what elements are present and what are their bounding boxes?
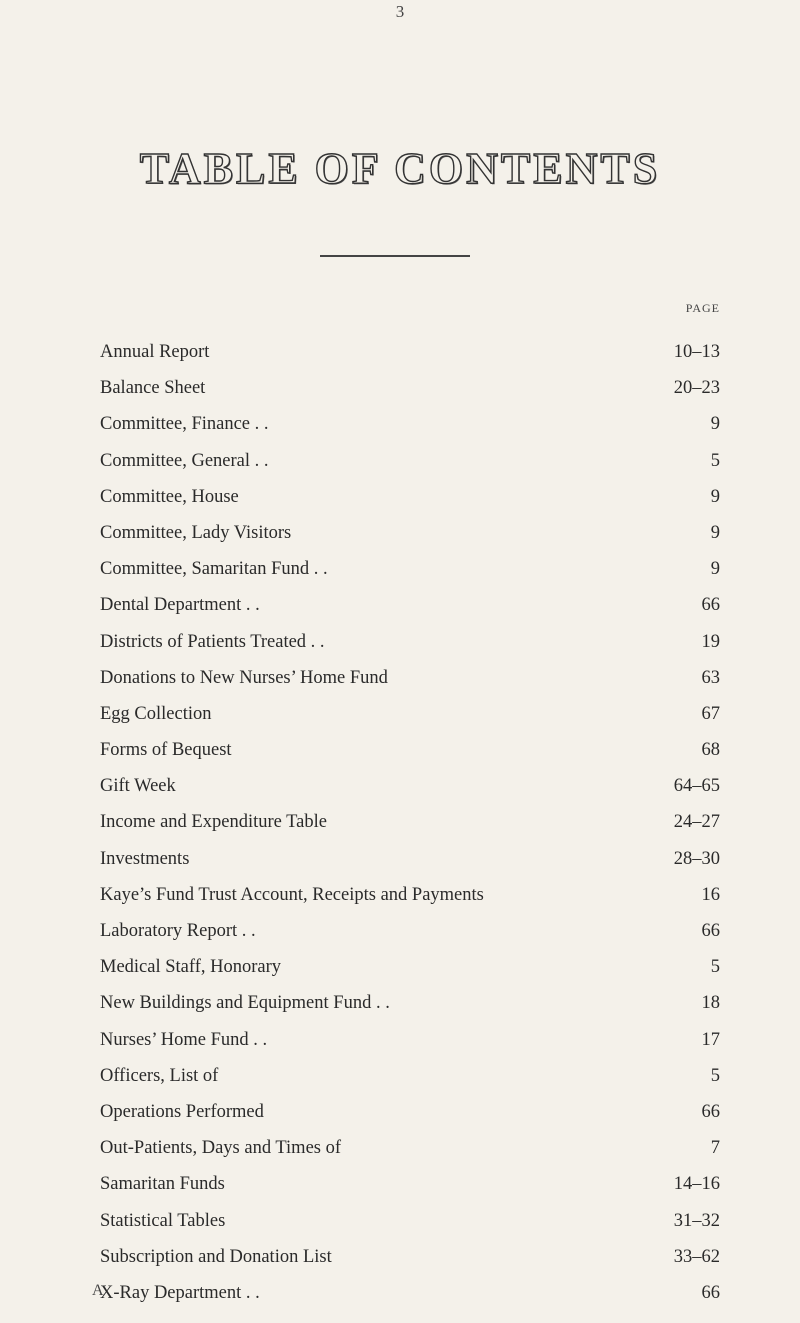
- toc-entry: [100, 370, 720, 406]
- toc-entry: [100, 443, 720, 479]
- toc-entry: [100, 334, 720, 370]
- toc-entry-label: Committee, Finance . .: [100, 406, 273, 442]
- toc-entry-page: 66: [701, 595, 720, 616]
- toc-entry-page: 66: [701, 921, 720, 941]
- toc-entry: [100, 1022, 720, 1058]
- toc-entry-page: 28–30: [673, 848, 720, 869]
- toc-entry-label: Committee, General . .: [100, 443, 273, 479]
- toc-entry-page: 17: [701, 1029, 720, 1050]
- toc-entry-page: 67: [701, 703, 720, 724]
- toc-entry-label: Investments: [100, 841, 193, 877]
- toc-entry-label: Dental Department . .: [100, 587, 264, 623]
- toc-entry: [100, 1094, 720, 1130]
- toc-entry: [100, 696, 720, 732]
- toc-entry: [100, 877, 720, 913]
- toc-entry-page: 66: [701, 1282, 720, 1303]
- toc-entry: [100, 587, 720, 623]
- toc-entry-page: 33–62: [673, 1246, 720, 1267]
- title-divider: [320, 255, 470, 257]
- toc-entry: [100, 1275, 720, 1311]
- toc-entry: [100, 1058, 720, 1094]
- toc-entry-page: 16: [701, 884, 720, 905]
- toc-entry-page: 66: [701, 1101, 720, 1122]
- toc-entry-label: Committee, Lady Visitors: [100, 515, 295, 551]
- toc-entry-page: 9: [710, 414, 720, 435]
- toc-entry: [100, 660, 720, 696]
- toc-entry-label: Committee, Samaritan Fund . .: [100, 551, 332, 587]
- toc-entry: [100, 985, 720, 1021]
- toc-entry: [100, 551, 720, 587]
- toc-entry-label: Samaritan Funds: [100, 1166, 229, 1202]
- toc-entry: [100, 841, 720, 877]
- toc-entry: [100, 1130, 720, 1166]
- page-title: TABLE OF CONTENTS: [139, 144, 661, 193]
- table-of-contents: [100, 334, 720, 1311]
- toc-entry-page: 18: [701, 993, 720, 1014]
- toc-entry-label: Out-Patients, Days and Times of: [100, 1130, 345, 1166]
- toc-entry: [100, 1239, 720, 1275]
- toc-entry-label: New Buildings and Equipment Fund . .: [100, 985, 394, 1021]
- toc-entry-page: 19: [701, 631, 720, 652]
- toc-entry-label: X-Ray Department . .: [100, 1275, 264, 1311]
- toc-entry-page: 20–23: [673, 378, 720, 399]
- toc-entry-label: Balance Sheet: [100, 370, 209, 406]
- toc-entry: [100, 515, 720, 551]
- toc-entry-page: 9: [710, 559, 720, 580]
- toc-entry-label: Laboratory Report . .: [100, 913, 260, 949]
- toc-entry-label: Districts of Patients Treated . .: [100, 624, 329, 660]
- toc-entry-page: 31–32: [673, 1210, 720, 1231]
- toc-entry-page: 5: [710, 957, 720, 978]
- toc-entry-page: 14–16: [673, 1174, 720, 1195]
- toc-entry-label: Kaye’s Fund Trust Account, Receipts and Payments: [100, 877, 488, 913]
- toc-entry-page: 9: [710, 486, 720, 507]
- toc-entry-label: Forms of Bequest: [100, 732, 236, 768]
- page-number: 3: [395, 2, 405, 21]
- page-column-header: PAGE: [685, 301, 720, 315]
- signature-mark: A: [92, 1282, 104, 1299]
- toc-entry-page: 63: [701, 667, 720, 688]
- toc-entry-page: 5: [710, 450, 720, 471]
- toc-entry: [100, 1166, 720, 1202]
- toc-entry-page: 5: [710, 1065, 720, 1086]
- toc-entry-label: Statistical Tables: [100, 1203, 229, 1239]
- toc-entry: [100, 479, 720, 515]
- toc-entry-page: 7: [710, 1138, 720, 1159]
- toc-entry: [100, 768, 720, 804]
- toc-entry: [100, 804, 720, 840]
- toc-entry-label: Committee, House: [100, 479, 243, 515]
- toc-entry: [100, 624, 720, 660]
- toc-entry-label: Egg Collection: [100, 696, 216, 732]
- toc-entry-page: 10–13: [673, 342, 720, 362]
- toc-entry-label: Donations to New Nurses’ Home Fund: [100, 660, 392, 696]
- toc-entry-label: Annual Report: [100, 334, 213, 370]
- toc-entry-page: 68: [701, 740, 720, 761]
- toc-entry: [100, 1203, 720, 1239]
- toc-entry-page: 64–65: [673, 776, 720, 797]
- toc-entry-page: 24–27: [673, 812, 720, 833]
- toc-entry-label: Nurses’ Home Fund . .: [100, 1022, 271, 1058]
- toc-entry-label: Operations Performed: [100, 1094, 268, 1130]
- toc-entry: [100, 913, 720, 949]
- toc-entry: [100, 406, 720, 442]
- toc-entry-label: Medical Staff, Honorary: [100, 949, 285, 985]
- toc-entry: [100, 732, 720, 768]
- toc-entry-label: Gift Week: [100, 768, 180, 804]
- toc-entry-label: Income and Expenditure Table: [100, 804, 331, 840]
- toc-entry-label: Subscription and Donation List: [100, 1239, 336, 1275]
- toc-entry: [100, 949, 720, 985]
- toc-entry-page: 9: [710, 522, 720, 543]
- toc-entry-label: Officers, List of: [100, 1058, 222, 1094]
